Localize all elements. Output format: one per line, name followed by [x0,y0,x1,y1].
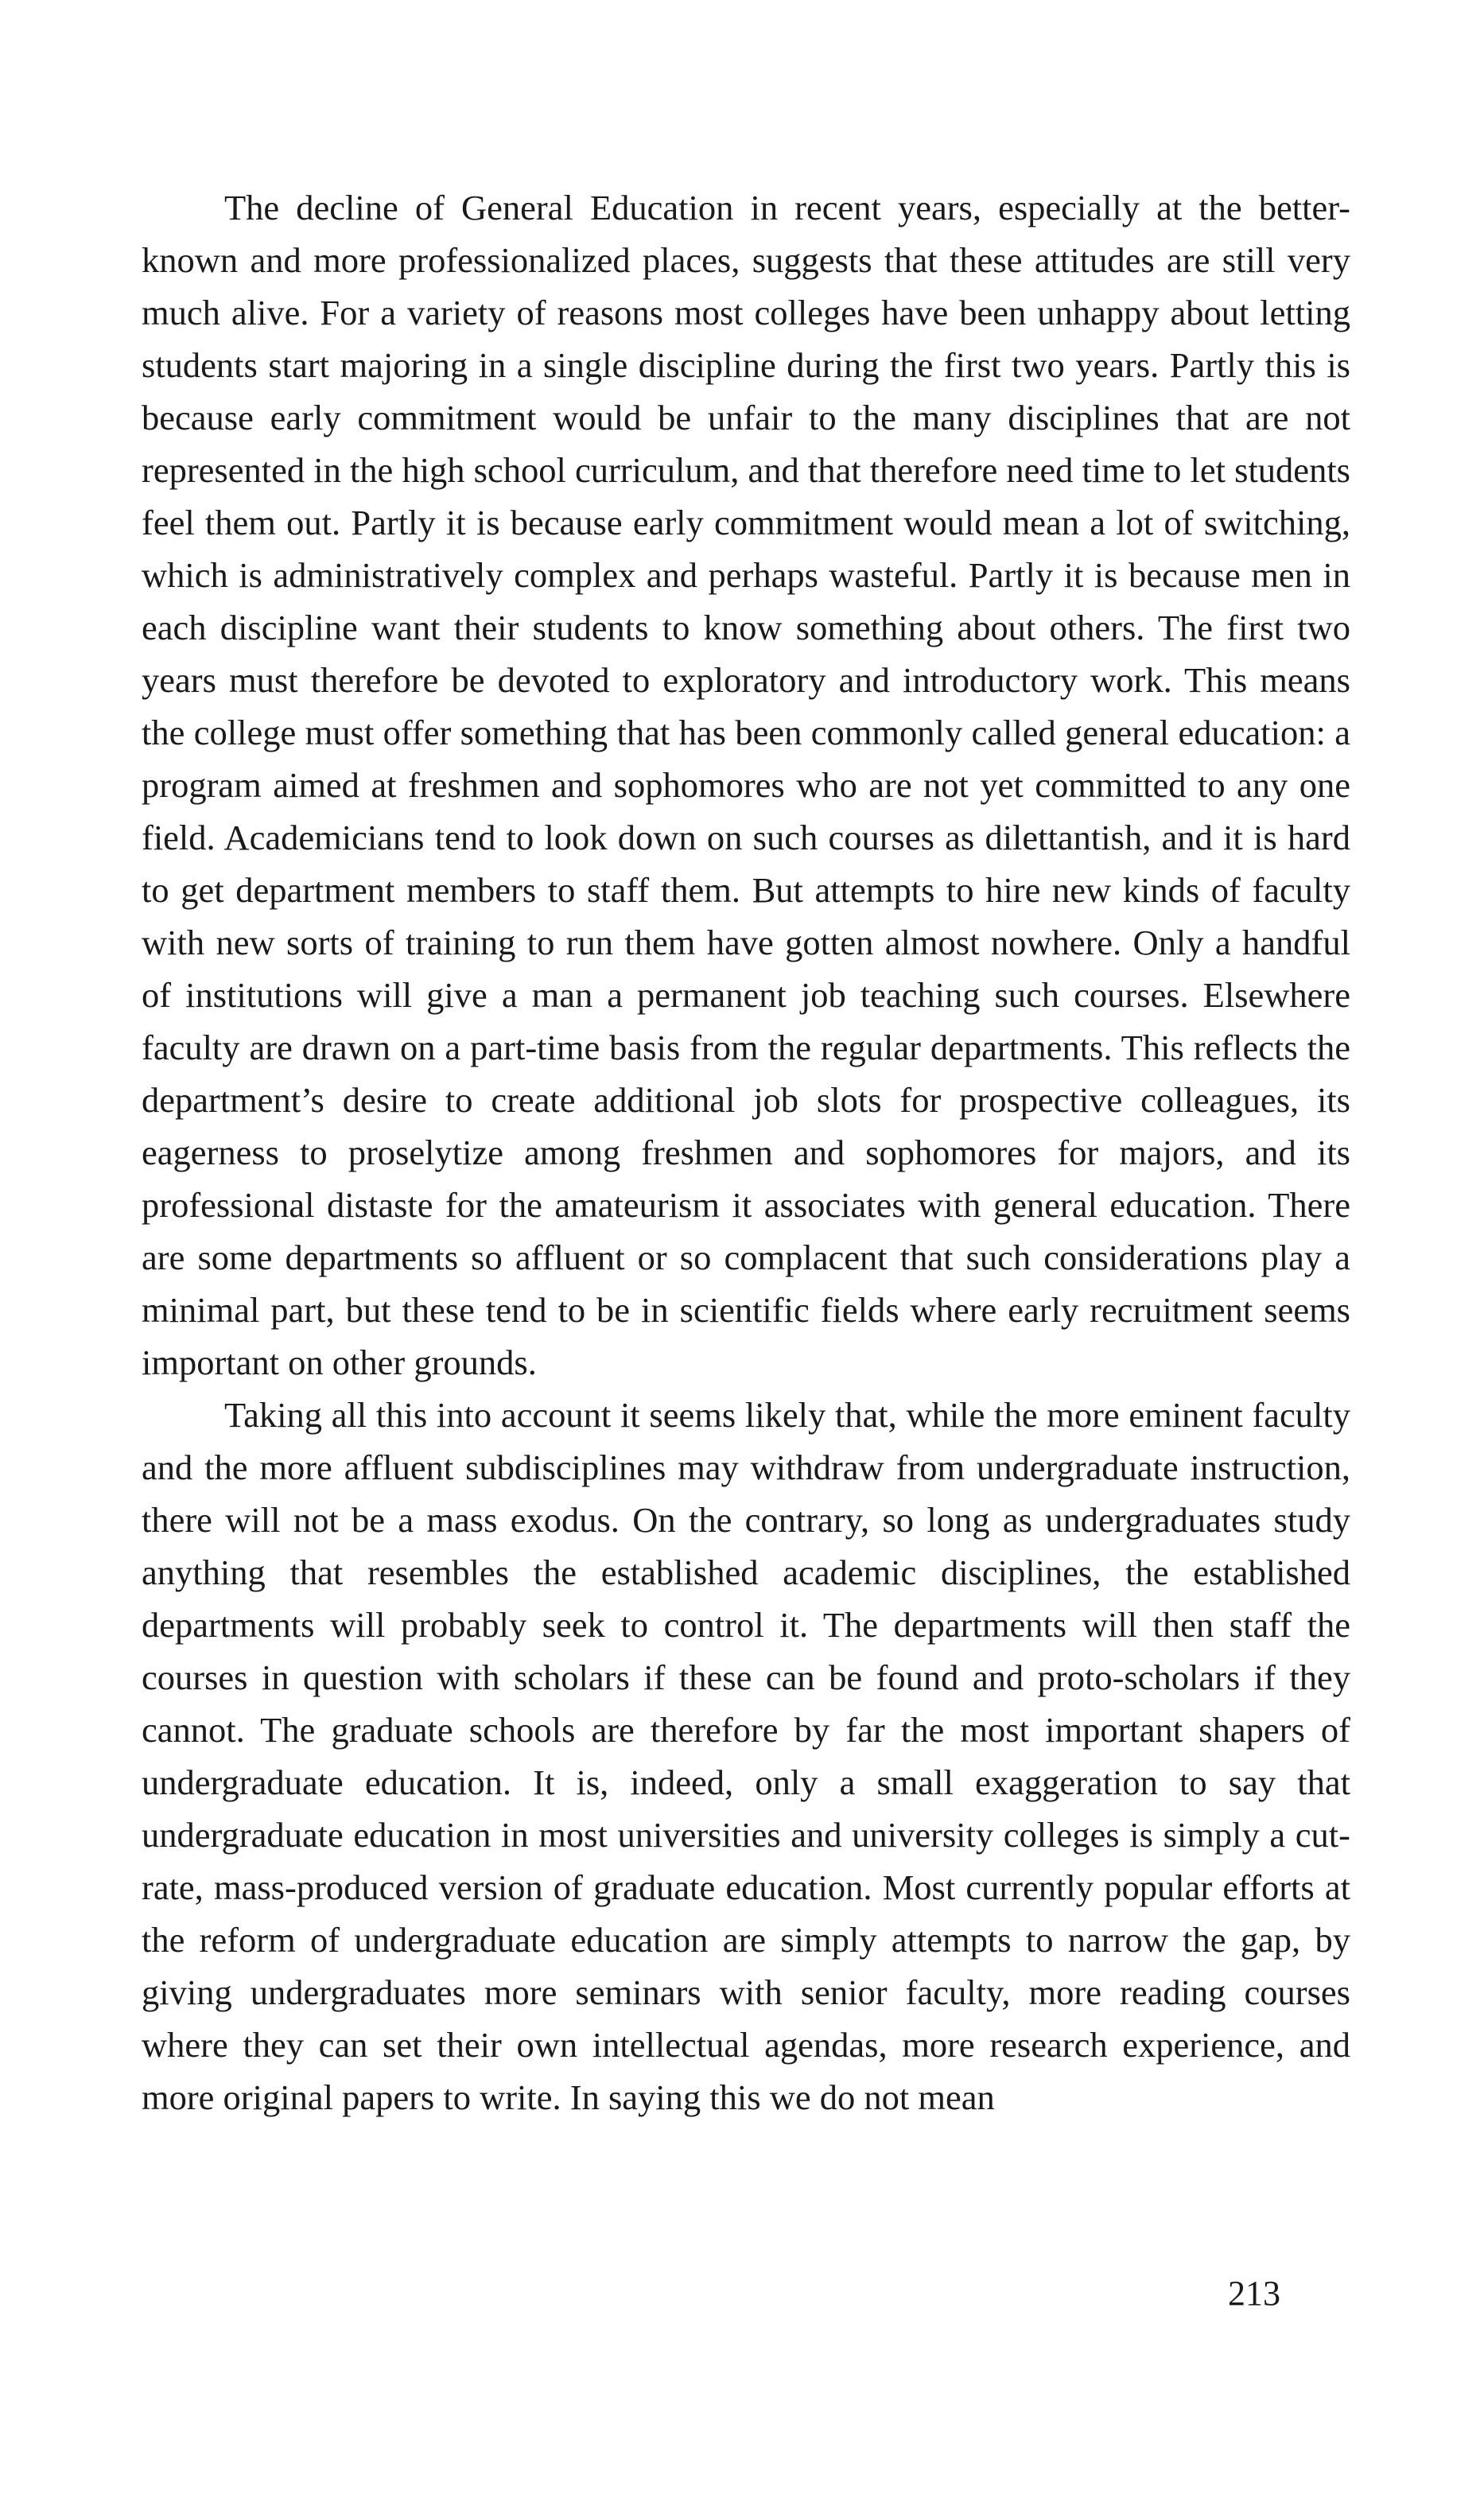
paragraph-1: The decline of General Education in recent years, especially at the better-known and more professionalized places, suggests that these attitudes are still very much alive. For a variety of reasons most colleges have been unhappy about letting students start majoring in a single discipline during the first two years. Partly this is because early commitment would be unfair to the many disciplines that are not represented in the high school curriculum, and that therefore need time to let students feel them out. Partly it is because early commitment would mean a lot of switching, which is administratively complex and perhaps wasteful. Partly it is because men in each discipline want their students to know something about others. The first two years must therefore be devoted to exploratory and introductory work. This means the college must offer something that has been commonly called general education: a program aimed at freshmen and sophomores who are not yet committed to any one field. Academicians tend to look down on such courses as dilettantish, and it is hard to get department members to staff them. But attempts to hire new kinds of faculty with new sorts of training to run them have gotten almost nowhere. Only a handful of institutions will give a man a permanent job teaching such courses. Elsewhere faculty are drawn on a part-time basis from the regular departments. This reflects the department’s desire to create additional job slots for prospective colleagues, its eagerness to proselytize among freshmen and sophomores for majors, and its professional distaste for the amateurism it associates with general education. There are some departments so affluent or so complacent that such considerations play a minimal part, but these tend to be in scientific fields where early recruitment seems important on other grounds. [142,188,1350,1382]
body-text [142,181,1350,2124]
paragraph-2: Taking all this into account it seems likely that, while the more eminent faculty and the more affluent subdisciplines may withdraw from undergraduate instruction, there will not be a mass exodus. On the contrary, so long as undergraduates study anything that resembles the established academic disciplines, the established departments will probably seek to control it. The departments will then staff the courses in question with scholars if these can be found and proto-scholars if they cannot. The graduate schools are therefore by far the most important shapers of undergraduate education. It is, indeed, only a small exaggeration to say that undergraduate education in most universities and university colleges is simply a cut-rate, mass-produced version of graduate education. Most currently popular efforts at the reform of undergraduate education are simply attempts to narrow the gap, by giving undergraduates more seminars with senior faculty, more reading courses where they can set their own intellectual agendas, more research experience, and more original papers to write. In saying this we do not mean [142,1395,1350,2117]
page-number: 213 [1228,2274,1280,2313]
